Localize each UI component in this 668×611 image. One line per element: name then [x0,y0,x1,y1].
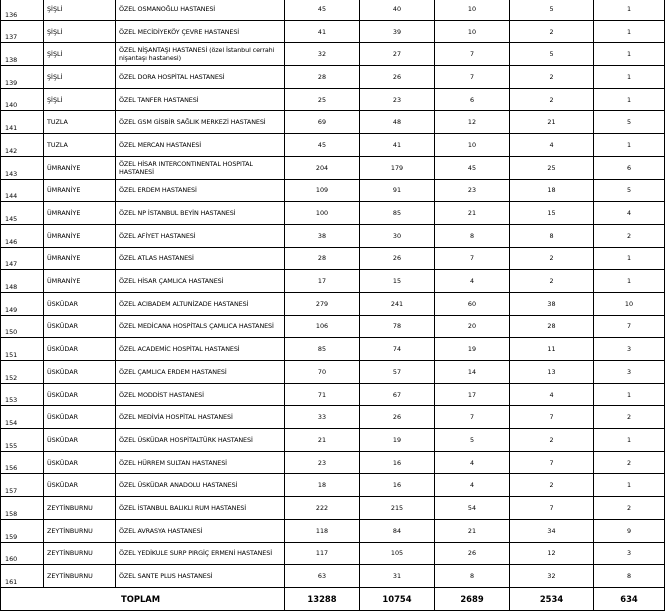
table-row [1,247,665,270]
row-number: 144 [1,179,44,202]
table-row [1,224,665,247]
value-cell-4: 32 [510,565,594,588]
value-cell-5: 2 [594,497,665,520]
value-cell-1: 28 [285,247,360,270]
value-cell-2: 215 [360,497,435,520]
table-row [1,519,665,542]
value-cell-3: 6 [435,88,510,111]
value-cell-1: 45 [285,134,360,157]
row-number: 159 [1,519,44,542]
row-number: 139 [1,66,44,89]
table-row [1,292,665,315]
district-cell: ÜMRANİYE [44,179,116,202]
value-cell-5: 1 [594,88,665,111]
value-cell-1: 70 [285,361,360,384]
value-cell-2: 31 [360,565,435,588]
value-cell-3: 23 [435,179,510,202]
value-cell-2: 19 [360,429,435,452]
value-cell-4: 7 [510,451,594,474]
value-cell-1: 45 [285,0,360,20]
value-cell-4: 2 [510,66,594,89]
row-number: 154 [1,406,44,429]
row-number: 141 [1,111,44,134]
row-number: 160 [1,542,44,565]
value-cell-1: 17 [285,270,360,293]
value-cell-2: 41 [360,134,435,157]
value-cell-2: 26 [360,406,435,429]
value-cell-2: 16 [360,474,435,497]
value-cell-3: 54 [435,497,510,520]
district-cell: ÜSKÜDAR [44,406,116,429]
value-cell-5: 5 [594,111,665,134]
value-cell-5: 1 [594,474,665,497]
table-row [1,179,665,202]
hospital-name-cell: ÖZEL AFİYET HASTANESİ [116,224,285,247]
table-body [1,0,665,610]
hospital-name-cell: ÖZEL NP İSTANBUL BEYİN HASTANESİ [116,202,285,225]
total-value-4: 2534 [510,587,594,610]
row-number: 142 [1,134,44,157]
value-cell-1: 279 [285,292,360,315]
district-cell: ÜMRANİYE [44,247,116,270]
value-cell-2: 67 [360,383,435,406]
value-cell-3: 4 [435,451,510,474]
row-number: 161 [1,565,44,588]
district-cell: TUZLA [44,111,116,134]
value-cell-2: 26 [360,247,435,270]
hospital-name-cell: ÖZEL ATLAS HASTANESİ [116,247,285,270]
value-cell-1: 71 [285,383,360,406]
value-cell-3: 26 [435,542,510,565]
value-cell-2: 179 [360,156,435,179]
value-cell-4: 4 [510,134,594,157]
value-cell-2: 48 [360,111,435,134]
table-row [1,474,665,497]
value-cell-1: 63 [285,565,360,588]
hospital-name-cell: ÖZEL AVRASYA HASTANESİ [116,519,285,542]
district-cell: ŞİŞLİ [44,43,116,66]
value-cell-4: 7 [510,497,594,520]
value-cell-3: 7 [435,43,510,66]
value-cell-1: 28 [285,66,360,89]
hospital-name-cell: ÖZEL ACIBADEM ALTUNİZADE HASTANESİ [116,292,285,315]
table-row [1,383,665,406]
value-cell-5: 1 [594,247,665,270]
row-number: 158 [1,497,44,520]
hospital-name-cell: ÖZEL MODDİST HASTANESİ [116,383,285,406]
hospital-name-cell: ÖZEL İSTANBUL BALIKLI RUM HASTANESİ [116,497,285,520]
district-cell: ÜSKÜDAR [44,292,116,315]
value-cell-3: 10 [435,20,510,43]
district-cell: ÜSKÜDAR [44,383,116,406]
value-cell-5: 1 [594,66,665,89]
value-cell-5: 4 [594,202,665,225]
value-cell-2: 40 [360,0,435,20]
total-value-5: 634 [594,587,665,610]
value-cell-4: 2 [510,247,594,270]
table-row [1,451,665,474]
district-cell: ÜSKÜDAR [44,429,116,452]
value-cell-3: 10 [435,0,510,20]
value-cell-5: 5 [594,179,665,202]
district-cell: ZEYTİNBURNU [44,542,116,565]
row-number: 157 [1,474,44,497]
value-cell-2: 16 [360,451,435,474]
value-cell-2: 23 [360,88,435,111]
value-cell-5: 1 [594,429,665,452]
hospital-name-cell: ÖZEL HÜRREM SULTAN HASTANESİ [116,451,285,474]
table-row [1,202,665,225]
district-cell: ÜMRANİYE [44,156,116,179]
value-cell-1: 85 [285,338,360,361]
value-cell-3: 21 [435,519,510,542]
district-cell: ŞİŞLİ [44,88,116,111]
value-cell-1: 23 [285,451,360,474]
value-cell-4: 2 [510,88,594,111]
value-cell-1: 25 [285,88,360,111]
row-number: 146 [1,224,44,247]
value-cell-2: 105 [360,542,435,565]
value-cell-4: 34 [510,519,594,542]
row-number: 156 [1,451,44,474]
value-cell-5: 1 [594,134,665,157]
district-cell: ZEYTİNBURNU [44,497,116,520]
table-row [1,134,665,157]
table-row [1,111,665,134]
hospital-name-cell: ÖZEL DORA HOSPİTAL HASTANESİ [116,66,285,89]
district-cell: ÜSKÜDAR [44,474,116,497]
value-cell-1: 204 [285,156,360,179]
total-label: TOPLAM [1,587,285,610]
row-number: 137 [1,20,44,43]
value-cell-3: 19 [435,338,510,361]
district-cell: ÜMRANİYE [44,270,116,293]
value-cell-5: 7 [594,315,665,338]
value-cell-2: 26 [360,66,435,89]
value-cell-3: 14 [435,361,510,384]
value-cell-5: 1 [594,43,665,66]
hospital-name-cell: ÖZEL MERCAN HASTANESİ [116,134,285,157]
value-cell-3: 12 [435,111,510,134]
total-value-2: 10754 [360,587,435,610]
value-cell-4: 8 [510,224,594,247]
district-cell: ÜSKÜDAR [44,315,116,338]
value-cell-4: 38 [510,292,594,315]
value-cell-5: 9 [594,519,665,542]
value-cell-3: 5 [435,429,510,452]
hospital-name-cell: ÖZEL HİSAR INTERCONTINENTAL HOSPITAL HASTANESİ [116,156,285,179]
value-cell-3: 17 [435,383,510,406]
value-cell-3: 7 [435,406,510,429]
value-cell-1: 32 [285,43,360,66]
value-cell-4: 21 [510,111,594,134]
value-cell-4: 11 [510,338,594,361]
value-cell-5: 2 [594,224,665,247]
table-row [1,338,665,361]
district-cell: ÜMRANİYE [44,224,116,247]
district-cell: ŞİŞLİ [44,66,116,89]
value-cell-1: 18 [285,474,360,497]
value-cell-4: 15 [510,202,594,225]
row-number: 147 [1,247,44,270]
district-cell: ZEYTİNBURNU [44,519,116,542]
table-row [1,542,665,565]
value-cell-2: 74 [360,338,435,361]
value-cell-4: 2 [510,270,594,293]
value-cell-5: 10 [594,292,665,315]
value-cell-1: 41 [285,20,360,43]
table-row [1,20,665,43]
value-cell-1: 38 [285,224,360,247]
value-cell-2: 27 [360,43,435,66]
row-number: 148 [1,270,44,293]
value-cell-2: 39 [360,20,435,43]
total-value-1: 13288 [285,587,360,610]
value-cell-4: 2 [510,20,594,43]
value-cell-1: 33 [285,406,360,429]
table-row [1,429,665,452]
value-cell-1: 106 [285,315,360,338]
value-cell-4: 2 [510,474,594,497]
table-row [1,497,665,520]
hospital-name-cell: ÖZEL OSMANOĞLU HASTANESİ [116,0,285,20]
value-cell-5: 3 [594,542,665,565]
value-cell-3: 10 [435,134,510,157]
value-cell-4: 5 [510,43,594,66]
value-cell-1: 118 [285,519,360,542]
hospital-name-cell: ÖZEL ERDEM HASTANESİ [116,179,285,202]
value-cell-1: 69 [285,111,360,134]
value-cell-4: 25 [510,156,594,179]
value-cell-3: 45 [435,156,510,179]
value-cell-2: 30 [360,224,435,247]
value-cell-4: 18 [510,179,594,202]
value-cell-3: 21 [435,202,510,225]
value-cell-5: 3 [594,338,665,361]
value-cell-5: 1 [594,270,665,293]
district-cell: ÜSKÜDAR [44,451,116,474]
table-row [1,565,665,588]
hospital-name-cell: ÖZEL ÜSKÜDAR ANADOLU HASTANESİ [116,474,285,497]
value-cell-2: 91 [360,179,435,202]
value-cell-2: 241 [360,292,435,315]
total-value-3: 2689 [435,587,510,610]
hospital-name-cell: ÖZEL TANFER HASTANESİ [116,88,285,111]
table-row [1,406,665,429]
hospital-name-cell: ÖZEL YEDİKULE SURP PIRGİÇ ERMENİ HASTANESİ [116,542,285,565]
row-number: 150 [1,315,44,338]
value-cell-5: 1 [594,0,665,20]
hospital-name-cell: ÖZEL ACADEMİC HOSPİTAL HASTANESİ [116,338,285,361]
district-cell: ÜMRANİYE [44,202,116,225]
row-number: 140 [1,88,44,111]
value-cell-3: 8 [435,565,510,588]
value-cell-3: 4 [435,270,510,293]
value-cell-4: 5 [510,0,594,20]
value-cell-4: 28 [510,315,594,338]
value-cell-5: 3 [594,361,665,384]
value-cell-4: 2 [510,429,594,452]
row-number: 153 [1,383,44,406]
table-row [1,361,665,384]
value-cell-2: 85 [360,202,435,225]
value-cell-3: 8 [435,224,510,247]
value-cell-5: 1 [594,383,665,406]
value-cell-1: 117 [285,542,360,565]
value-cell-3: 20 [435,315,510,338]
row-number: 136 [1,0,44,20]
row-number: 145 [1,202,44,225]
value-cell-1: 222 [285,497,360,520]
district-cell: TUZLA [44,134,116,157]
value-cell-2: 84 [360,519,435,542]
district-cell: ŞİŞLİ [44,0,116,20]
value-cell-5: 8 [594,565,665,588]
value-cell-3: 7 [435,66,510,89]
row-number: 138 [1,43,44,66]
row-number: 152 [1,361,44,384]
value-cell-4: 4 [510,383,594,406]
hospital-name-cell: ÖZEL ÜSKÜDAR HOSPİTALTÜRK HASTANESİ [116,429,285,452]
table-row [1,0,665,20]
value-cell-2: 15 [360,270,435,293]
hospital-name-cell: ÖZEL MECİDİYEKÖY ÇEVRE HASTANESİ [116,20,285,43]
value-cell-3: 60 [435,292,510,315]
district-cell: ZEYTİNBURNU [44,565,116,588]
value-cell-5: 6 [594,156,665,179]
hospital-name-cell: ÖZEL MEDİCANA HOSPİTALS ÇAMLICA HASTANESİ [116,315,285,338]
value-cell-5: 2 [594,406,665,429]
value-cell-1: 109 [285,179,360,202]
row-number: 151 [1,338,44,361]
district-cell: ŞİŞLİ [44,20,116,43]
district-cell: ÜSKÜDAR [44,361,116,384]
value-cell-1: 21 [285,429,360,452]
row-number: 149 [1,292,44,315]
value-cell-1: 100 [285,202,360,225]
table-row [1,270,665,293]
value-cell-4: 13 [510,361,594,384]
table-row [1,66,665,89]
hospital-name-cell: ÖZEL GSM GİSBİR SAĞLIK MERKEZİ HASTANESİ [116,111,285,134]
value-cell-5: 1 [594,20,665,43]
district-cell: ÜSKÜDAR [44,338,116,361]
hospital-name-cell: ÖZEL HİSAR ÇAMLICA HASTANESİ [116,270,285,293]
table-row [1,88,665,111]
row-number: 143 [1,156,44,179]
value-cell-5: 2 [594,451,665,474]
value-cell-3: 7 [435,247,510,270]
hospital-name-cell: ÖZEL NİŞANTAŞI HASTANESİ (özel İstanbul cerrahi nişantaşı hastanesi) [116,43,285,66]
value-cell-3: 4 [435,474,510,497]
table-row [1,156,665,179]
row-number: 155 [1,429,44,452]
value-cell-2: 57 [360,361,435,384]
hospital-name-cell: ÖZEL SANTE PLUS HASTANESİ [116,565,285,588]
hospital-name-cell: ÖZEL MEDİVİA HOSPİTAL HASTANESİ [116,406,285,429]
table-row [1,315,665,338]
hospital-name-cell: ÖZEL ÇAMLICA ERDEM HASTANESİ [116,361,285,384]
table-row [1,43,665,66]
total-row [1,587,665,610]
value-cell-2: 78 [360,315,435,338]
value-cell-4: 12 [510,542,594,565]
value-cell-4: 7 [510,406,594,429]
